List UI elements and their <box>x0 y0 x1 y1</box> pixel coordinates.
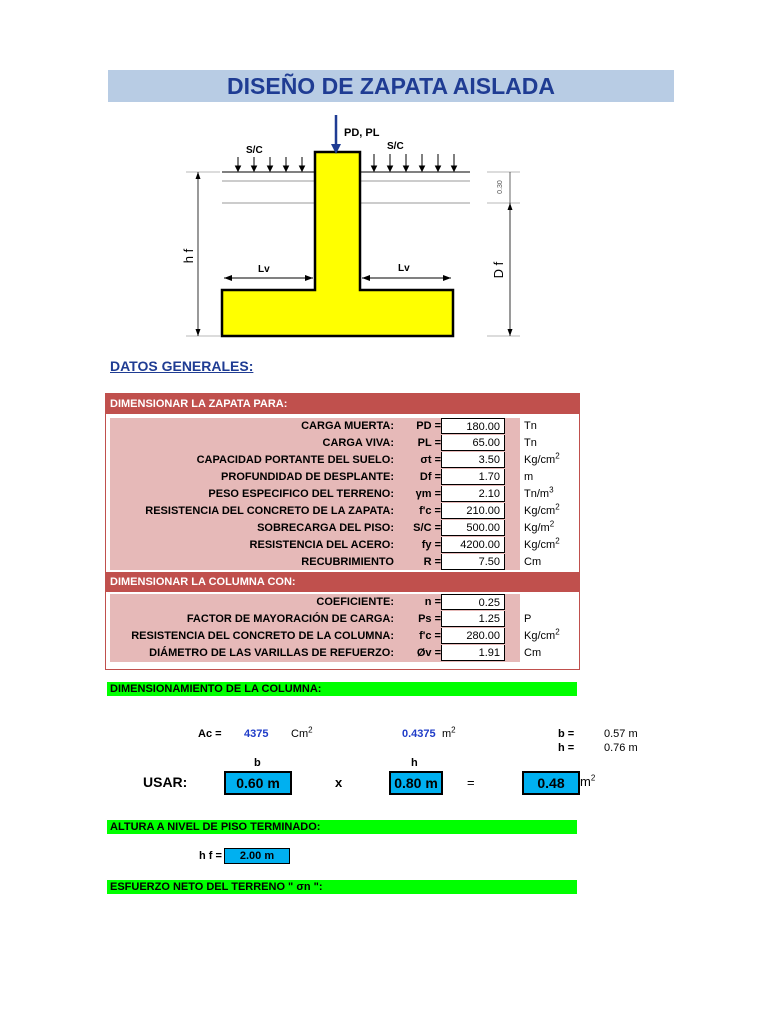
param-symbol: σt = <box>420 454 441 466</box>
b-calc-label: b = <box>558 728 575 740</box>
zapata-row <box>106 503 579 520</box>
param-symbol: γm = <box>415 488 441 500</box>
param-unit: $Kg/cm^2$ <box>524 627 560 642</box>
b-col-header: b <box>254 757 261 769</box>
param-label: FACTOR DE MAYORACIÓN DE CARGA: <box>186 613 394 625</box>
dim-030-label: 0.30 <box>497 180 504 194</box>
param-value-cell[interactable]: 210.00 <box>441 503 505 519</box>
param-value-cell[interactable]: 280.00 <box>441 628 505 644</box>
param-label: RESISTENCIA DEL ACERO: <box>249 539 394 551</box>
param-value-cell[interactable]: 180.00 <box>441 418 505 434</box>
usar-label: USAR: <box>143 774 188 790</box>
zapata-row <box>106 520 579 537</box>
param-symbol: Df = <box>419 471 441 483</box>
param-label: RESISTENCIA DEL CONCRETO DE LA ZAPATA: <box>145 505 394 517</box>
area-unit: $m^2$ <box>580 773 596 789</box>
param-label: DIÁMETRO DE LAS VARILLAS DE REFUERZO: <box>149 647 394 659</box>
input-data-box <box>105 393 580 670</box>
lv-right-arrow-l <box>362 275 370 281</box>
zapata-row <box>106 469 579 486</box>
param-unit: P <box>524 613 532 625</box>
hf-value-label: h f = <box>199 850 222 862</box>
lv-left-label: Lv <box>258 264 270 275</box>
zapata-header: DIMENSIONAR LA ZAPATA PARA: <box>106 394 579 414</box>
lv-right-label: Lv <box>398 263 410 274</box>
zapata-row <box>106 537 579 554</box>
param-value-cell[interactable]: 0.25 <box>441 594 505 610</box>
lv-left-arrow-l <box>224 275 232 281</box>
param-symbol: PD = <box>416 420 441 432</box>
equals-sign: = <box>467 775 475 790</box>
esfuerzo-header: ESFUERZO NETO DEL TERRENO " σn ": <box>107 880 577 894</box>
param-unit: Cm <box>524 556 542 568</box>
param-value-cell[interactable]: 65.00 <box>441 435 505 451</box>
zapata-row <box>106 452 579 469</box>
param-unit: $Kg/cm^2$ <box>524 451 560 466</box>
lv-left-arrow-r <box>305 275 313 281</box>
param-label: PROFUNDIDAD DE DESPLANTE: <box>221 471 394 483</box>
param-value-cell[interactable]: 1.70 <box>441 469 505 485</box>
param-symbol: f'c = <box>419 505 441 517</box>
dim-columna-header: DIMENSIONAMIENTO DE LA COLUMNA: <box>107 682 577 696</box>
param-value-cell[interactable]: 1.25 <box>441 611 505 627</box>
param-label: RECUBRIMIENTO <box>301 556 394 568</box>
param-label: PESO ESPECIFICO DEL TERRENO: <box>208 488 394 500</box>
param-symbol: fy = <box>421 539 441 551</box>
h-calc-value: 0.76 m <box>604 742 638 754</box>
param-label: RESISTENCIA DEL CONCRETO DE LA COLUMNA: <box>131 630 394 642</box>
usar-b-box: 0.60 m <box>224 771 292 795</box>
param-symbol: R = <box>423 556 441 568</box>
sc-right-label: S/C <box>387 141 404 152</box>
param-unit: Tn <box>524 437 537 449</box>
load-label: PD, PL <box>344 127 380 139</box>
param-unit: $Kg/m^2$ <box>524 519 555 534</box>
param-unit: Tn <box>524 420 537 432</box>
datos-generales-heading: DATOS GENERALES: <box>110 358 254 374</box>
ac-m2-unit: $m^2$ <box>442 725 456 740</box>
h-calc-label: h = <box>558 742 575 754</box>
sc-left-arrows <box>236 157 305 171</box>
zapata-row <box>106 418 579 435</box>
columna-row <box>106 628 579 645</box>
param-unit: $Tn/m^3$ <box>524 485 554 500</box>
zapata-row <box>106 486 579 503</box>
hf-value-box: 2.00 m <box>224 848 290 864</box>
columna-row <box>106 594 579 611</box>
columna-row <box>106 645 579 662</box>
df-label: D f <box>491 261 506 279</box>
footing-shape <box>222 152 453 336</box>
param-symbol: PL = <box>417 437 441 449</box>
b-calc-value: 0.57 m <box>604 728 638 740</box>
param-symbol: Øv = <box>416 647 441 659</box>
param-label: SOBRECARGA DEL PISO: <box>257 522 394 534</box>
columna-row <box>106 611 579 628</box>
page-title: DISEÑO DE ZAPATA AISLADA <box>227 73 555 99</box>
altura-header: ALTURA A NIVEL DE PISO TERMINADO: <box>107 820 577 834</box>
usar-area-box: 0.48 <box>522 771 580 795</box>
param-value-cell[interactable]: 4200.00 <box>441 537 505 553</box>
param-label: CARGA VIVA: <box>322 437 394 449</box>
columna-header: DIMENSIONAR LA COLUMNA CON: <box>106 572 579 592</box>
zapata-row <box>106 554 579 571</box>
h-col-header: h <box>411 757 418 769</box>
param-label: CARGA MUERTA: <box>301 420 394 432</box>
param-unit: $Kg/cm^2$ <box>524 536 560 551</box>
param-symbol: f'c = <box>419 630 441 642</box>
param-unit: Cm <box>524 647 542 659</box>
param-symbol: Ps = <box>418 613 441 625</box>
footing-diagram <box>170 110 530 345</box>
param-unit: $Kg/cm^2$ <box>524 502 560 517</box>
param-value-cell[interactable]: 500.00 <box>441 520 505 536</box>
ac-unit: Cm$^2$ <box>291 725 313 740</box>
sc-left-label: S/C <box>246 145 263 156</box>
param-value-cell[interactable]: 1.91 <box>441 645 505 661</box>
param-label: CAPACIDAD PORTANTE DEL SUELO: <box>196 454 394 466</box>
param-symbol: n = <box>424 596 441 608</box>
ac-label: Ac = <box>198 728 222 740</box>
ac-value: 4375 <box>244 728 269 740</box>
hf-label: h f <box>181 248 196 264</box>
times-sign: x <box>335 775 343 790</box>
ac-m2-value: 0.4375 <box>402 728 436 740</box>
param-value-cell[interactable]: 3.50 <box>441 452 505 468</box>
sc-right-arrows <box>372 154 457 171</box>
param-symbol: S/C = <box>413 522 441 534</box>
param-value-cell[interactable]: 7.50 <box>441 554 505 570</box>
zapata-row <box>106 435 579 452</box>
usar-h-box: 0.80 m <box>389 771 443 795</box>
param-unit: m <box>524 471 534 483</box>
title-bar <box>108 70 674 102</box>
lv-right-arrow-r <box>443 275 451 281</box>
param-label: COEFICIENTE: <box>316 596 394 608</box>
param-value-cell[interactable]: 2.10 <box>441 486 505 502</box>
